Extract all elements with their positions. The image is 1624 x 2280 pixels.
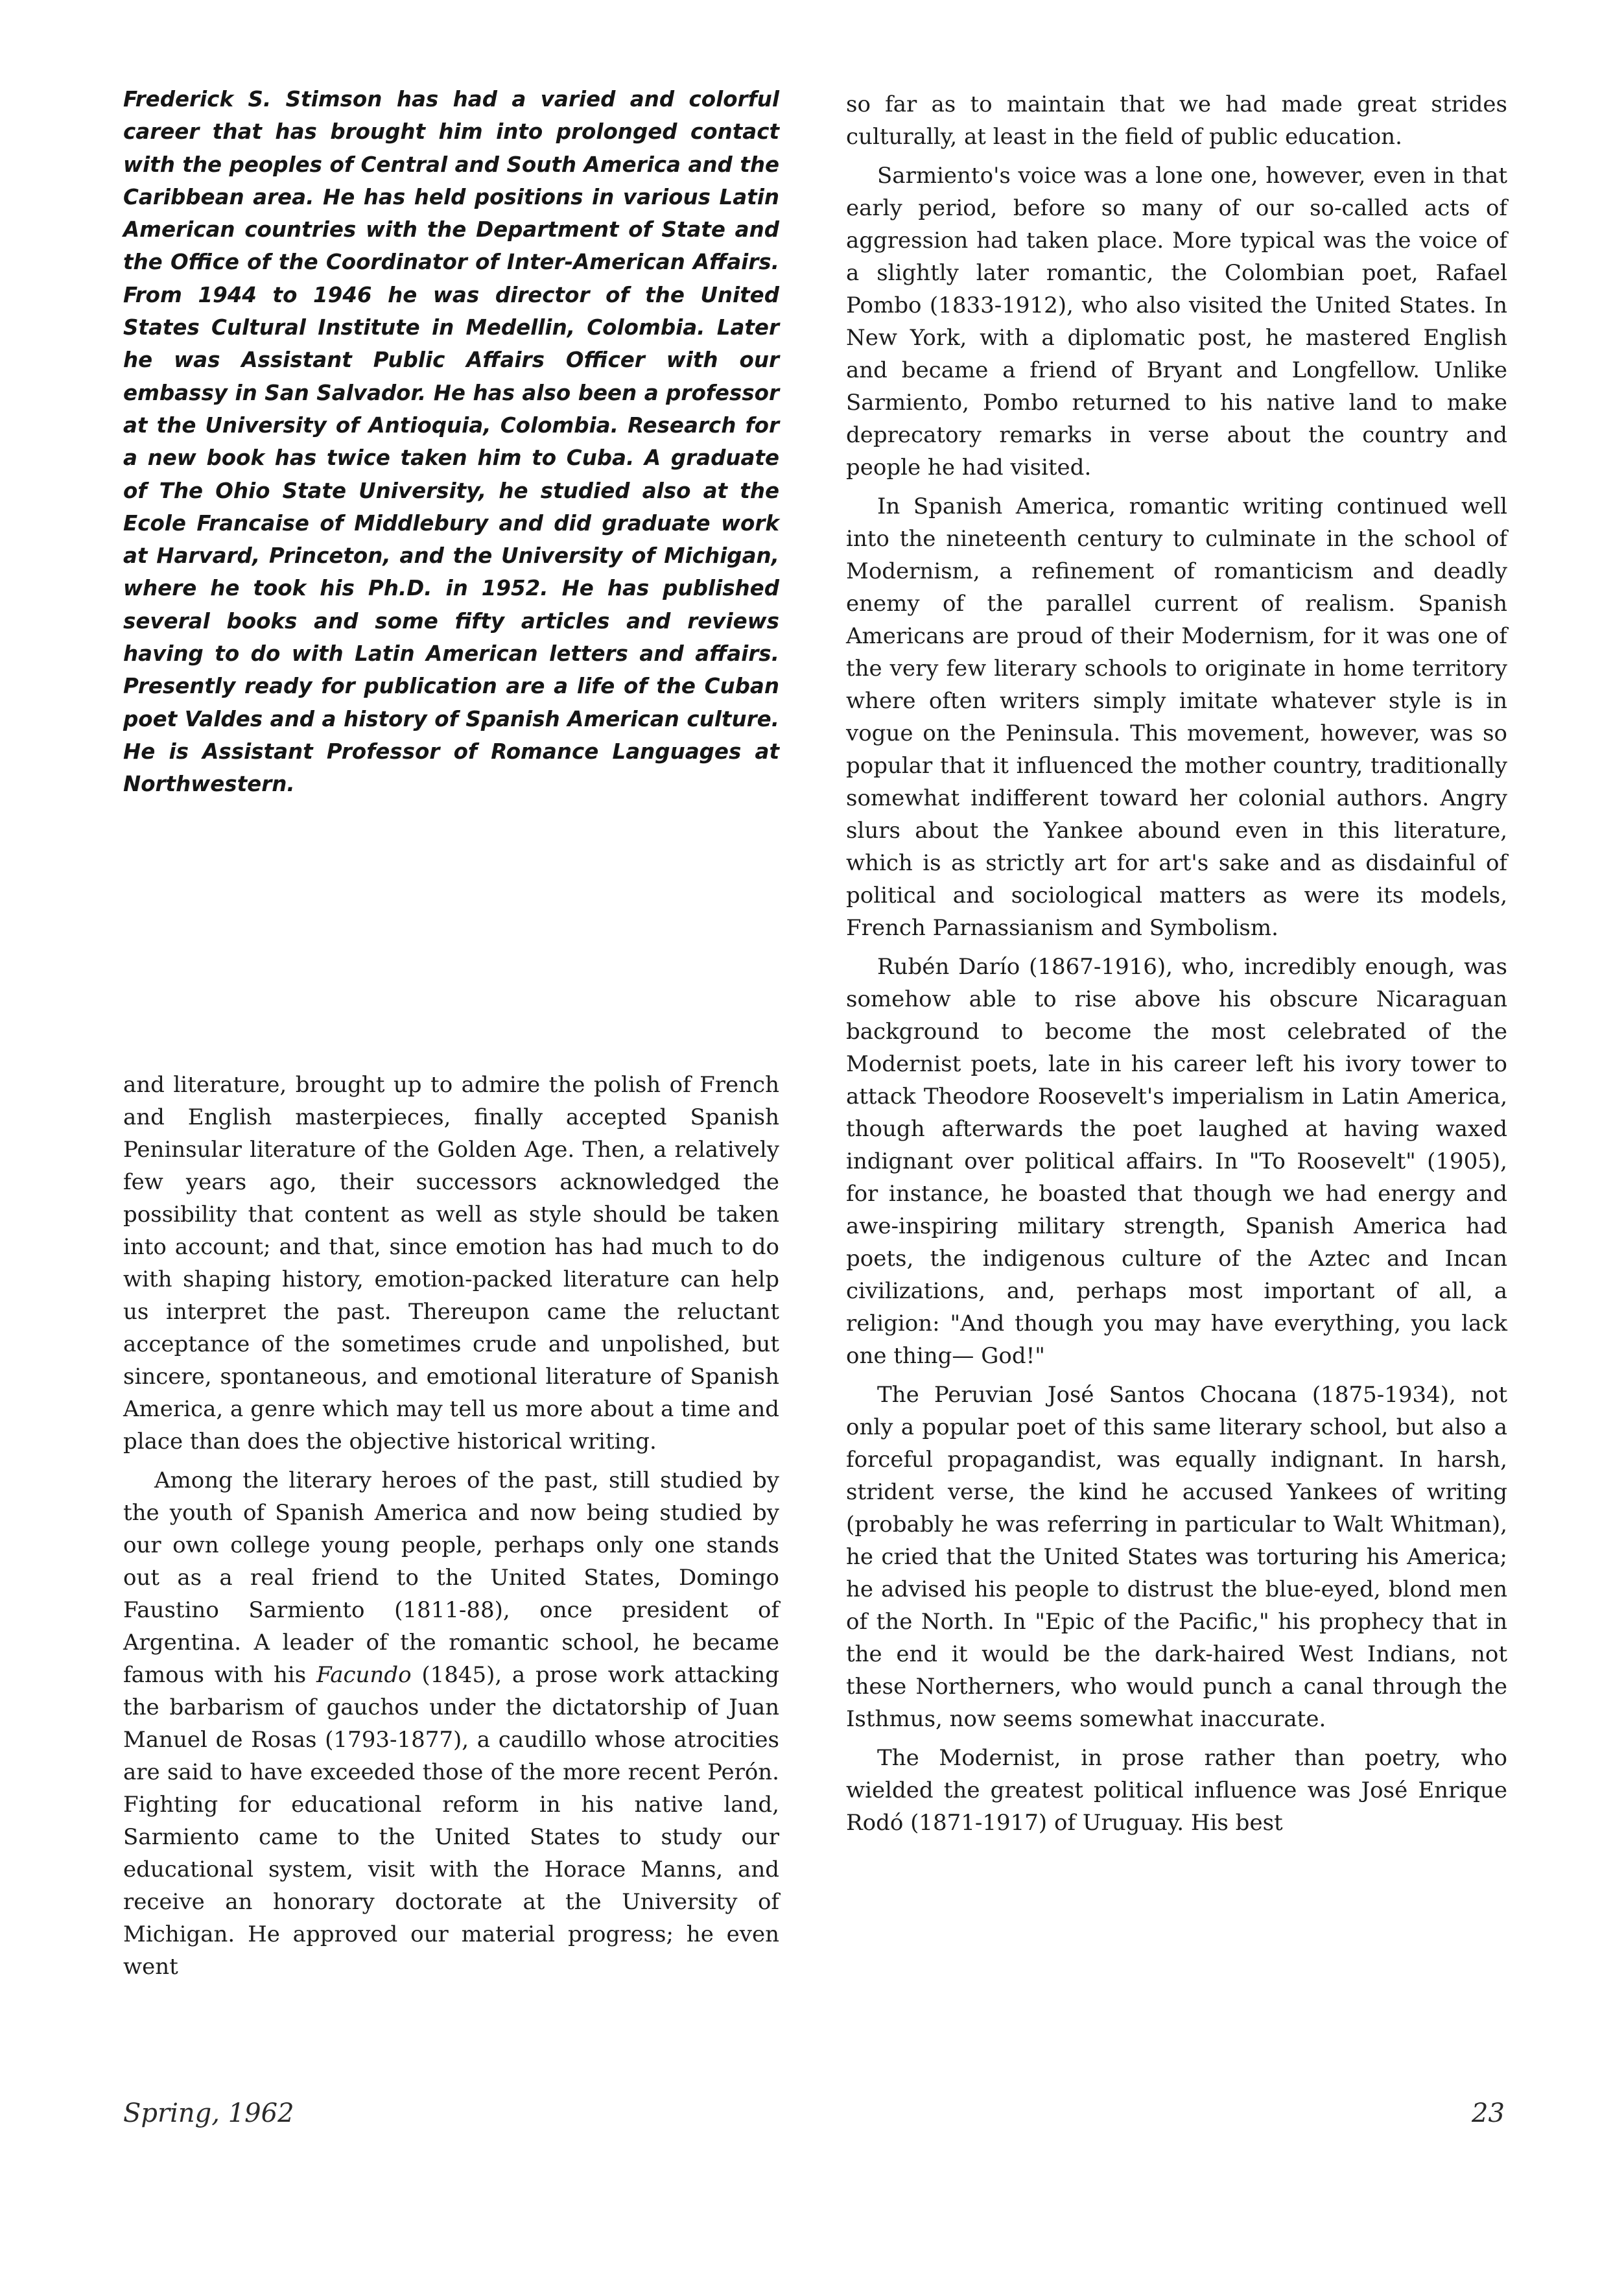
left-paragraph-2-start: Among the literary heroes of the past, still studied by the youth of Spanish America and now being studied by our own college young people, perhaps only one stands out as a real friend to the United States, Domingo Faustino Sarmiento (1811-88), once president of Argentina. A leader of the romantic school, he became famous with his bbox=[123, 1467, 779, 1688]
right-column bbox=[846, 88, 1507, 1846]
left-paragraph-1: and literature, brought up to admire the polish of French and English masterpieces, finally accepted Spanish Peninsular literature of the Golden Age. Then, a relatively few years ago, their successors acknowledged the possibility that content as well as style should be taken into account; and that, since emotion has had much to do with shaping history, emotion-packed literature can help us interpret the past. Thereupon came the reluctant acceptance of the sometimes crude and unpolished, but sincere, spontaneous, and emotional literature of Spanish America, a genre which may tell us more about a time and place than does the objective historical writing. bbox=[123, 1072, 779, 1455]
page-number: 23 bbox=[1472, 2098, 1505, 2128]
left-column bbox=[123, 1069, 779, 1989]
left-paragraph-2 bbox=[123, 1464, 779, 1983]
left-paragraph-2-end: (1845), a prose work attacking the barbarism of gauchos under the dictatorship of Juan Manuel de Rosas (1793-1877), a caudillo whose atrocities are said to have exceeded those of the more recent Perón. Fighting for educational reform in his native land, Sarmiento came to the United States to study our educational system, visit with the Horace Manns, and receive an honorary doctorate at the University of Michigan. He approved our material progress; he even went bbox=[123, 1662, 779, 1980]
right-paragraph-6: The Modernist, in prose rather than poetry, who wielded the greatest political influence was José Enrique Rodó (1871-1917) of Uruguay. His best bbox=[846, 1745, 1507, 1836]
right-paragraph-4: Rubén Darío (1867-1916), who, incredibly enough, was somehow able to rise above his obscure Nicaraguan background to become the most celebrated of the Modernist poets, late in his career left his ivory tower to attack Theodore Roosevelt's imperialism in Latin America, though afterwards the poet laughed at having waxed indignant over political affairs. In "To Roosevelt" (1905), for instance, he boasted that though we had energy and awe-inspiring military strength, Spanish America had poets, the indigenous culture of the Aztec and Incan civilizations, and, perhaps most important of all, a religion: "And though you may have everything, you lack one thing— God!" bbox=[846, 954, 1507, 1369]
issue-date: Spring, 1962 bbox=[123, 2098, 294, 2128]
author-bio-text: Frederick S. Stimson has had a varied and colorful career that has brought him into prolonged contact with the peoples of Central and South America and the Caribbean area. He has held positions in various Latin American countries with the Department of State and the Office of the Coordinator of Inter-American Affairs. From 1944 to 1946 he was director of the United States Cultural Institute in Medellin, Colombia. Later he was Assistant Public Affairs Officer with our embassy in San Salvador. He has also been a professor at the University of Antioquia, Colombia. Research for a new book has twice taken him to Cuba. A graduate of The Ohio State University, he studied also at the Ecole Francaise of Middlebury and did graduate work at Harvard, Princeton, and the University of Michigan, where he took his Ph.D. in 1952. He has published several books and some fifty articles and reviews having to do with Latin American letters and affairs. Presently ready for publication are a life of the Cuban poet Valdes and a history of Spanish American culture. He is Assistant Professor of Romance Languages at Northwestern. bbox=[123, 87, 779, 797]
author-bio bbox=[123, 83, 779, 801]
right-paragraph-1: so far as to maintain that we had made great strides culturally, at least in the field of public education. bbox=[846, 91, 1507, 150]
book-title-facundo: Facundo bbox=[316, 1662, 412, 1688]
right-paragraph-5: The Peruvian José Santos Chocana (1875-1934), not only a popular poet of this same literary school, but also a forceful propagandist, was equally indignant. In harsh, strident verse, the kind he accused Yankees of writing (probably he was referring in particular to Walt Whitman), he cried that the United States was torturing his America; he advised his people to distrust the blue-eyed, blond men of the North. In "Epic of the Pacific," his prophecy that in the end it would be the dark-haired West Indians, not these Northerners, who would punch a canal through the Isthmus, now seems somewhat inaccurate. bbox=[846, 1382, 1507, 1732]
right-paragraph-2: Sarmiento's voice was a lone one, however, even in that early period, before so many of our so-called acts of aggression had taken place. More typical was the voice of a slightly later romantic, the Colombian poet, Rafael Pombo (1833-1912), who also visited the United States. In New York, with a diplomatic post, he mastered English and became a friend of Bryant and Longfellow. Unlike Sarmiento, Pombo returned to his native land to make deprecatory remarks in verse about the country and people he had visited. bbox=[846, 163, 1507, 481]
right-paragraph-3: In Spanish America, romantic writing continued well into the nineteenth century to culminate in the school of Modernism, a refinement of romanticism and deadly enemy of the parallel current of realism. Spanish Americans are proud of their Modernism, for it was one of the very few literary schools to originate in home territory where often writers simply imitate whatever style is in vogue on the Peninsula. This movement, however, was so popular that it influenced the mother country, traditionally somewhat indifferent toward her colonial authors. Angry slurs about the Yankee abound even in this literature, which is as strictly art for art's sake and as disdainful of political and sociological matters as were its models, French Parnassianism and Symbolism. bbox=[846, 493, 1507, 941]
